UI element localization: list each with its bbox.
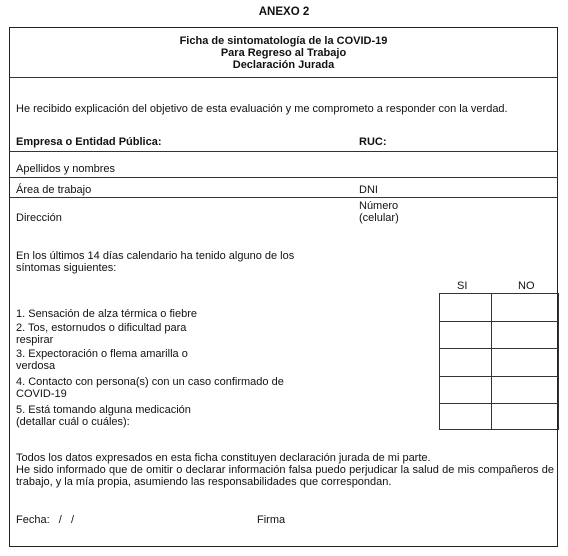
symptom-5-yes-cell[interactable] bbox=[440, 403, 490, 429]
symptom-5: 5. Está tomando alguna medicación bbox=[16, 404, 191, 416]
symptom-2-cont: respirar bbox=[16, 334, 54, 346]
symptom-2-yes-cell[interactable] bbox=[440, 321, 490, 347]
question-text-cont: síntomas siguientes: bbox=[16, 262, 117, 274]
symptom-1-no-cell[interactable] bbox=[491, 294, 558, 320]
column-no: NO bbox=[518, 280, 535, 292]
phone-label: Número bbox=[359, 200, 399, 212]
annex-label: ANEXO 2 bbox=[258, 6, 310, 18]
names-label: Apellidos y nombres bbox=[16, 163, 116, 175]
form-subtitle: Para Regreso al Trabajo bbox=[220, 47, 347, 59]
symptom-3: 3. Expectoración o flema amarilla o bbox=[16, 348, 188, 360]
phone-sublabel: (celular) bbox=[359, 212, 399, 224]
form-title: Ficha de sintomatología de la COVID-19 bbox=[179, 35, 388, 47]
company-label: Empresa o Entidad Pública: bbox=[16, 136, 162, 148]
date-field: Fecha: / / bbox=[16, 514, 75, 526]
symptom-4-yes-cell[interactable] bbox=[440, 376, 490, 402]
divider bbox=[9, 177, 558, 178]
symptom-1-yes-cell[interactable] bbox=[440, 294, 490, 320]
question-text: En los últimos 14 días calendario ha tenido alguno de los bbox=[16, 250, 295, 262]
symptom-4-no-cell[interactable] bbox=[491, 376, 558, 402]
divider bbox=[9, 197, 558, 198]
divider bbox=[9, 151, 558, 152]
symptom-3-no-cell[interactable] bbox=[491, 348, 558, 375]
symptom-2: 2. Tos, estornudos o dificultad para bbox=[16, 322, 187, 334]
address-label: Dirección bbox=[16, 212, 62, 224]
symptom-4-cont: COVID-19 bbox=[16, 388, 67, 400]
symptom-3-cont: verdosa bbox=[16, 360, 56, 372]
signature-field: Firma bbox=[257, 514, 286, 526]
symptom-5-cont: (detallar cuál o cuáles): bbox=[16, 416, 130, 428]
symptom-5-no-cell[interactable] bbox=[491, 403, 558, 429]
divider bbox=[9, 77, 558, 78]
symptom-1: 1. Sensación de alza térmica o fiebre bbox=[16, 308, 197, 320]
symptom-4: 4. Contacto con persona(s) con un caso confirmado de bbox=[16, 376, 284, 388]
symptom-3-yes-cell[interactable] bbox=[440, 348, 490, 375]
dni-label: DNI bbox=[359, 184, 378, 196]
intro-text: He recibido explicación del objetivo de esta evaluación y me comprometo a responder con la verdad. bbox=[16, 103, 508, 115]
column-yes: SI bbox=[457, 280, 468, 292]
declaration-text-cont: He sido informado que de omitir o declarar información falsa puedo perjudicar la salud de mis compañeros de trabajo, y la mía propia, asumiendo las responsabilidades que correspondan. bbox=[16, 464, 554, 488]
symptom-2-no-cell[interactable] bbox=[491, 321, 558, 347]
work-area-label: Área de trabajo bbox=[16, 184, 92, 196]
ruc-label: RUC: bbox=[359, 136, 387, 148]
form-declaration-title: Declaración Jurada bbox=[232, 59, 335, 71]
declaration-text: Todos los datos expresados en esta ficha constituyen declaración jurada de mi parte. bbox=[16, 452, 431, 464]
